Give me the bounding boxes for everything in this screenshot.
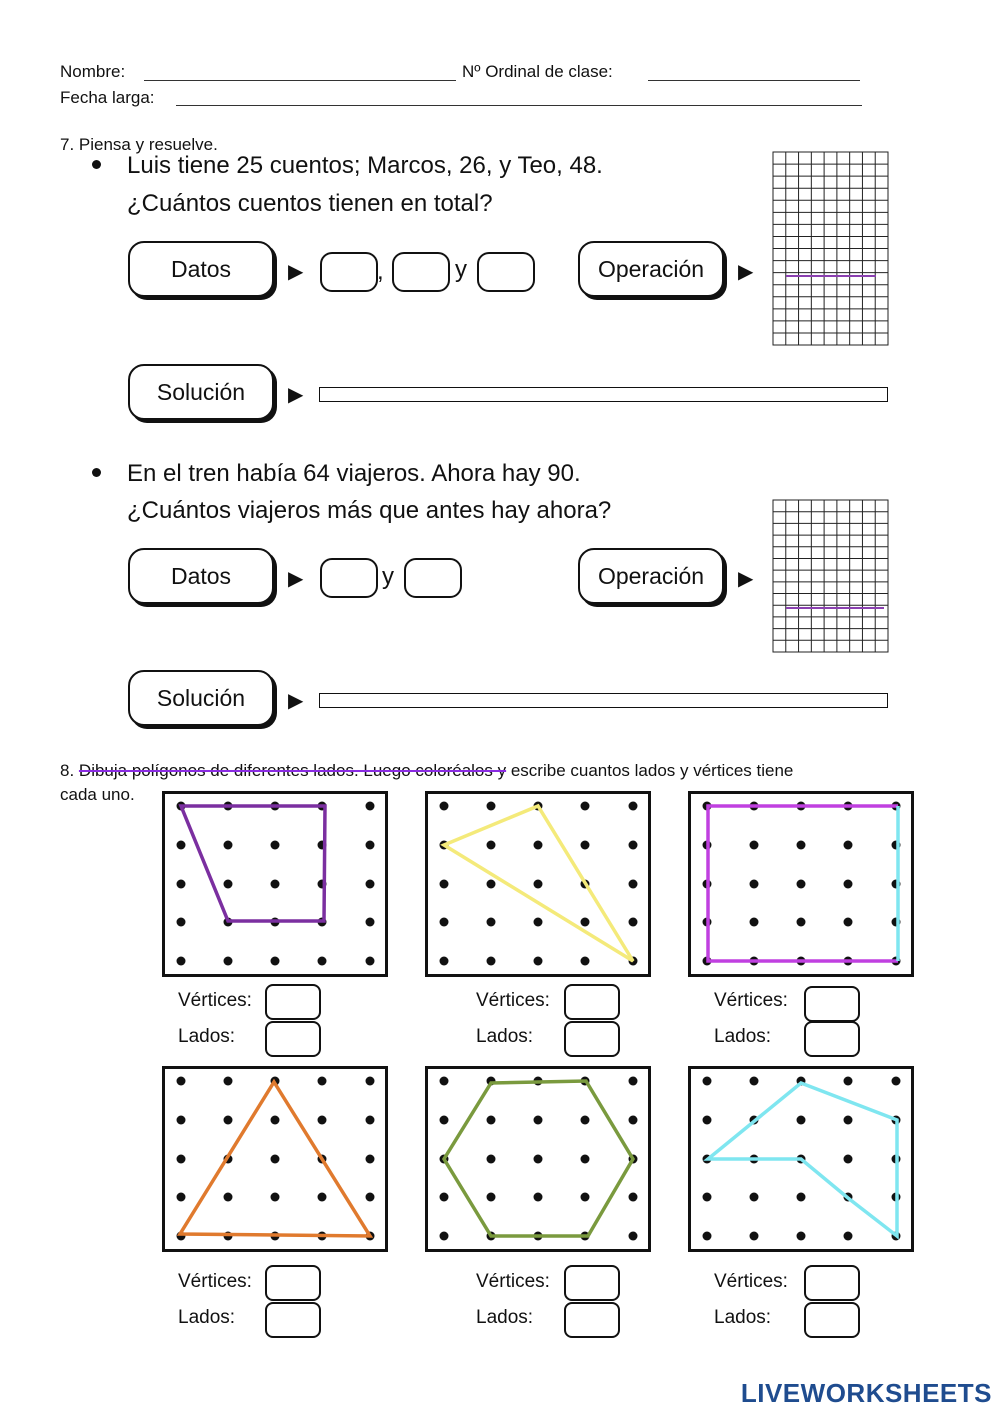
lados-label: Lados: [476,1307,534,1328]
geoboard-peg [224,957,233,966]
dato-box-2[interactable] [392,252,450,292]
arrow-icon: ▶ [288,568,304,590]
operation-grid-2[interactable] [772,499,890,654]
geoboard-peg [703,1077,712,1086]
geoboard-peg [366,918,375,927]
geoboard-peg [844,841,853,850]
geoboard-peg [366,1193,375,1202]
vertices-answer-box[interactable] [564,984,620,1020]
geoboard-peg [177,918,186,927]
geoboard-peg [440,880,449,889]
problem2-line2: ¿Cuántos viajeros más que antes hay ahora? [127,497,612,524]
problem2-line1: En el tren había 64 viajeros. Ahora hay 90. [127,460,581,487]
dato-box-1[interactable] [320,558,378,598]
nombre-label: Nombre: [60,62,126,81]
geoboard-peg [318,1193,327,1202]
ordinal-input-line[interactable] [648,80,860,81]
geoboard-peg [629,918,638,927]
vertices-label: Vértices: [476,990,550,1011]
geoboard-peg [581,1116,590,1125]
lados-label: Lados: [178,1307,236,1328]
geoboard-peg [797,841,806,850]
geoboard-peg [534,918,543,927]
vertices-label: Vértices: [178,1271,252,1292]
geoboard-peg [440,802,449,811]
vertices-answer-box[interactable] [564,1265,620,1301]
geoboard-3[interactable] [688,791,914,977]
geoboard-peg [366,1077,375,1086]
geoboard-peg [534,841,543,850]
geoboard-peg [844,1077,853,1086]
geoboard-peg [750,841,759,850]
geoboard-peg [629,802,638,811]
geoboard-peg [629,880,638,889]
geoboard-1[interactable] [162,791,388,977]
geoboard-peg [581,841,590,850]
geoboard-peg [366,957,375,966]
vertices-answer-box[interactable] [804,1265,860,1301]
vertices-label: Vértices: [476,1271,550,1292]
lados-answer-box[interactable] [804,1302,860,1338]
solucion-answer-bar[interactable] [319,387,888,402]
geoboard-peg [440,1077,449,1086]
geoboard-peg [487,957,496,966]
section8-struck-text: Dibuja polígonos de diferentes lados. Luego coloréalos y [78,761,507,780]
lados-label: Lados: [714,1307,772,1328]
geoboard-4[interactable] [162,1066,388,1252]
solucion-label: Solución [128,364,274,420]
vertices-label: Vértices: [714,990,788,1011]
geoboard-peg [177,1077,186,1086]
section7-title: 7. Piensa y resuelve. [60,135,218,154]
geoboard-peg [224,1077,233,1086]
geoboard-peg [629,1232,638,1241]
fecha-label: Fecha larga: [60,88,155,107]
geoboard-peg [271,1155,280,1164]
geoboard-peg [750,880,759,889]
y-separator: y [382,563,394,590]
dato-box-3[interactable] [477,252,535,292]
datos-label: Datos [128,548,274,604]
operacion-label: Operación [578,548,724,604]
geoboard-peg [318,957,327,966]
geoboard-peg [797,1193,806,1202]
operacion-label: Operación [578,241,724,297]
geoboard-peg [581,1193,590,1202]
geoboard-peg [487,880,496,889]
geoboard-peg [440,957,449,966]
geoboard-peg [844,918,853,927]
geoboard-peg [581,918,590,927]
lados-answer-box[interactable] [564,1021,620,1057]
lados-answer-box[interactable] [804,1021,860,1057]
geoboard-peg [750,1077,759,1086]
y-separator: y [455,256,467,283]
geoboard-peg [629,841,638,850]
geoboard-peg [271,880,280,889]
geoboard-peg [534,880,543,889]
datos-label: Datos [128,241,274,297]
geoboard-5[interactable] [425,1066,651,1252]
section8-rest-text: escribe cuantos lados y vértices tiene [510,761,794,780]
geoboard-peg [366,1116,375,1125]
geoboard-peg [318,1116,327,1125]
geoboard-peg [177,1116,186,1125]
geoboard-peg [224,1116,233,1125]
section8-title-line2: cada uno. [60,785,135,804]
geoboard-peg [797,918,806,927]
problem1-line1: Luis tiene 25 cuentos; Marcos, 26, y Teo, 48. [127,152,603,179]
geoboard-peg [797,880,806,889]
geoboard-peg [892,1077,901,1086]
solucion-label: Solución [128,670,274,726]
vertices-answer-box[interactable] [265,1265,321,1301]
geoboard-peg [797,1232,806,1241]
vertices-label: Vértices: [178,990,252,1011]
section8-number: 8. [60,761,75,780]
geoboard-peg [534,1155,543,1164]
geoboard-peg [629,1077,638,1086]
nombre-input-line[interactable] [144,80,456,81]
lados-answer-box[interactable] [564,1302,620,1338]
geoboard-peg [581,957,590,966]
lados-label: Lados: [476,1026,534,1047]
geoboard-peg [366,841,375,850]
vertices-answer-box[interactable] [804,986,860,1022]
arrow-icon: ▶ [288,384,304,406]
lados-label: Lados: [714,1026,772,1047]
dato-box-2[interactable] [404,558,462,598]
geoboard-peg [487,802,496,811]
geoboard-peg [440,1193,449,1202]
geoboard-peg [487,841,496,850]
geoboard-peg [366,802,375,811]
geoboard-peg [534,1193,543,1202]
geoboard-peg [271,957,280,966]
geoboard-peg [177,957,186,966]
liveworksheets-brand-text: LIVEWORKSHEETS [740,1378,992,1408]
fecha-input-line[interactable] [176,105,862,106]
geoboard-peg [487,918,496,927]
geoboard-peg [271,1193,280,1202]
arrow-icon: ▶ [738,261,754,283]
geoboard-peg [629,1193,638,1202]
arrow-icon: ▶ [288,690,304,712]
geoboard-peg [797,1116,806,1125]
vertices-label: Vértices: [714,1271,788,1292]
geoboard-peg [366,880,375,889]
geoboard-peg [629,1116,638,1125]
problem1-line2: ¿Cuántos cuentos tienen en total? [127,190,493,217]
geoboard-peg [440,1232,449,1241]
vertices-answer-box[interactable] [265,984,321,1020]
geoboard-peg [487,1155,496,1164]
geoboard-peg [534,957,543,966]
arrow-icon: ▶ [738,568,754,590]
geoboard-peg [703,1193,712,1202]
geoboard-peg [534,1116,543,1125]
section8-title [60,761,950,781]
geoboard-peg [581,1155,590,1164]
geoboard-peg [271,1116,280,1125]
operation-grid-1[interactable] [772,151,890,347]
geoboard-peg [487,1193,496,1202]
geoboard-peg [177,1193,186,1202]
geoboard-6[interactable] [688,1066,914,1252]
geoboard-peg [750,918,759,927]
geoboard-peg [750,1193,759,1202]
geoboard-peg [366,1155,375,1164]
geoboard-peg [440,918,449,927]
geoboard-peg [177,880,186,889]
bullet [92,468,101,477]
geoboard-peg [844,1232,853,1241]
geoboard-peg [750,1232,759,1241]
geoboard-peg [177,1155,186,1164]
geoboard-peg [440,1116,449,1125]
geoboard-peg [844,880,853,889]
geoboard-peg [844,1116,853,1125]
bullet [92,160,101,169]
comma-separator: , [377,258,384,285]
arrow-icon: ▶ [288,261,304,283]
geoboard-peg [487,1116,496,1125]
lados-label: Lados: [178,1026,236,1047]
geoboard-peg [318,1077,327,1086]
geoboard-peg [844,1155,853,1164]
lados-answer-box[interactable] [265,1302,321,1338]
ordinal-label: Nº Ordinal de clase: [462,62,613,81]
geoboard-peg [703,1116,712,1125]
dato-box-1[interactable] [320,252,378,292]
solucion-answer-bar[interactable] [319,693,888,708]
geoboard-peg [224,880,233,889]
geoboard-peg [224,841,233,850]
geoboard-peg [271,841,280,850]
geoboard-peg [703,1232,712,1241]
lados-answer-box[interactable] [265,1021,321,1057]
geoboard-peg [224,1193,233,1202]
liveworksheets-logo [741,1378,992,1409]
geoboard-peg [177,841,186,850]
geoboard-2[interactable] [425,791,651,977]
geoboard-peg [581,802,590,811]
